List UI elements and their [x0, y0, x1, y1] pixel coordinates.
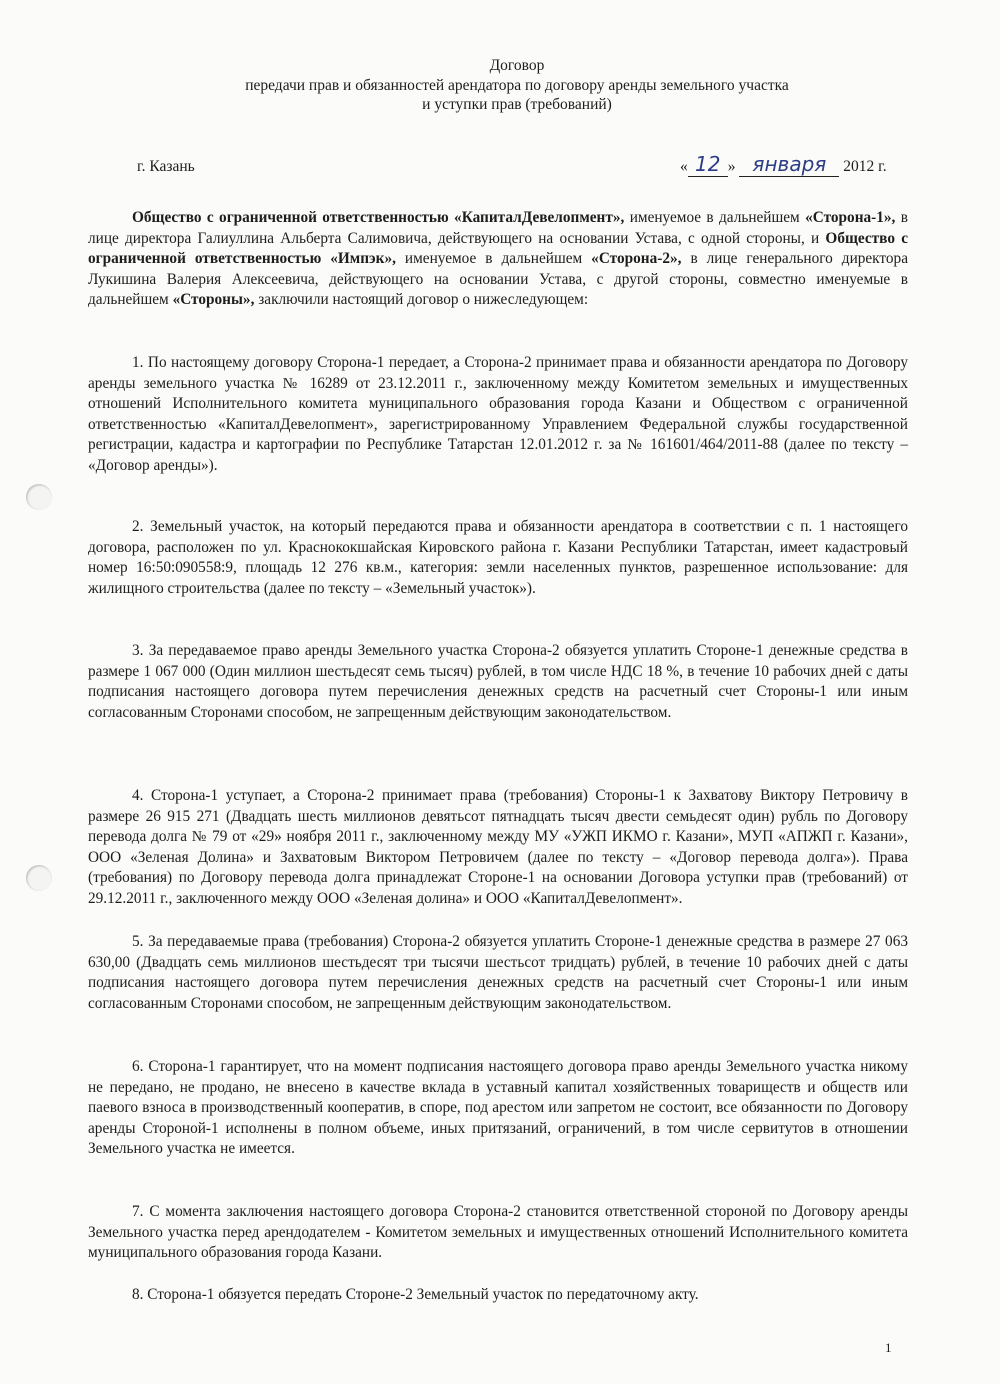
clause-2: 2. Земельный участок, на который передаются права и обязанности арендатора в соответствии с п. 1 настоящего договора, расположен по ул. Краснококшайская Кировского района г. Казани Республики Татарстан, имеет кадастровый номер 16:50:090558:9, площадь 12 276 кв.м., категория: земли населенных пунктов, разрешенное использование: для жилищного строительства (далее по тексту – «Земельный участок»).: [88, 518, 908, 597]
date-month: января: [752, 152, 827, 176]
clause-1: 1. По настоящему договору Сторона-1 передает, а Сторона-2 принимает права и обязанности арендатора по Договору аренды земельного участка № 16289 от 23.12.2011 г., заключенному между Комитетом земельных и имущественных отношений Исполнительного комитета муниципального образования города Казани и Обществом с ограниченной ответственностью «КапиталДевелопмент», зарегистрированному Управлением Федеральной службы государственной регистрации, кадастра и картографии по Республике Татарстан 12.01.2012 г. за № 161601/464/2011-88 (далее по тексту – «Договор аренды»).: [88, 354, 908, 474]
clause-8: 8. Сторона-1 обязуется передать Стороне-2 Земельный участок по передаточному акту.: [132, 1286, 699, 1303]
party2-name: Общество с ограниченной ответственностью «Импэк»,: [88, 229, 908, 268]
clause-7: 7. С момента заключения настоящего договора Сторона-2 становится ответственной стороной по Договору аренды Земельного участка перед арендодателем - Комитетом земельных и имущественных отношений Исполнительного комитета муниципального образования города Казани.: [88, 1203, 908, 1262]
preamble: Общество с ограниченной ответственностью «КапиталДевелопмент», именуемое в дальнейшем «Сторона-1», в лице директора Галиуллина Альберта Салимовича, действующего на основании Устава, с одной стороны, и Общество с ограниченной ответственностью «Импэк», именуемое в дальнейшем «Сторона-2», в лице генерального директора Лукишина Валерия Алексеевича, действующего на основании Устава, с другой стороны, совместно именуемые в дальнейшем «Стороны», заключили настоящий договор о нижеследующем:: [88, 209, 908, 309]
city: г. Казань: [137, 158, 195, 175]
punch-hole: [26, 484, 52, 510]
date-year: 2012 г.: [843, 158, 887, 175]
document-title: Договор: [489, 57, 545, 74]
clause-3: 3. За передаваемое право аренды Земельного участка Сторона-2 обязуется уплатить Стороне-1 денежные средства в размере 1 067 000 (Один миллион шестьдесят семь тысяч) рублей, в том числе НДС 18 %, в течение 10 рабочих дней с даты подписания настоящего договора путем перечисления денежных средств на расчетный счет Стороны-1 или иным согласованным Сторонами способом, не запрещенным действующим законодательством.: [88, 642, 908, 721]
punch-hole: [26, 865, 52, 891]
document-subtitle-line1: передачи прав и обязанностей арендатора по договору аренды земельного участка: [245, 77, 789, 94]
clause-4: 4. Сторона-1 уступает, а Сторона-2 принимает права (требования) Стороны-1 к Захватову Виктору Петровичу в размере 26 915 271 (Двадцать шесть миллионов девятьсот пятнадцать тысяч двести семьдесят один) рубль по Договору перевода долга № 79 от «29» ноября 2011 г., заключенному между МУ «УЖП ИКМО г. Казани», МУП «АПЖП г. Казани», ООО «Зеленая Долина» и Захватовым Виктором Петровичем (далее по тексту – «Договор перевода долга»). Права (требования) по Договору перевода долга принадлежат Стороне-1 на основании Договора уступки прав (требований) от 29.12.2011 г., заключенного между ООО «Зеленая долина» и ООО «КапиталДевелопмент».: [88, 787, 908, 907]
date-day: 12: [695, 152, 721, 176]
date-close-quote: »: [727, 158, 736, 175]
page-number: 1: [885, 1340, 892, 1355]
date-open-quote: «: [680, 158, 688, 175]
document-subtitle-line2: и уступки прав (требований): [422, 96, 612, 113]
parties-alias: «Стороны»,: [172, 291, 255, 309]
party2-alias: «Сторона-2»,: [591, 250, 682, 268]
clause-6: 6. Сторона-1 гарантирует, что на момент подписания настоящего договора право аренды Земельного участка никому не передано, не продано, не внесено в качестве вклада в уставный капитал хозяйственных товариществ и обществ или паевого взноса в производственный кооператив, в споре, под арестом или запретом не состоит, все обязанности по Договору аренды Стороной-1 исполнены в полном объеме, иных притязаний, ограничений, в том числе сервитутов в отношении Земельного участка не имеется.: [88, 1058, 908, 1158]
contract-date: [680, 152, 887, 177]
party1-alias: «Сторона-1»,: [805, 209, 896, 226]
party1-name: Общество с ограниченной ответственностью «КапиталДевелопмент»,: [132, 209, 625, 226]
clause-5: 5. За передаваемые права (требования) Сторона-2 обязуется уплатить Стороне-1 денежные средства в размере 27 063 630,00 (Двадцать семь миллионов шестьдесят три тысячи шестьсот тридцать) рублей, в течение 10 рабочих дней с даты подписания настоящего договора путем перечисления денежных средств на расчетный счет Стороны-1 или иным согласованным Сторонами способом, не запрещенным действующим законодательством.: [88, 933, 908, 1012]
